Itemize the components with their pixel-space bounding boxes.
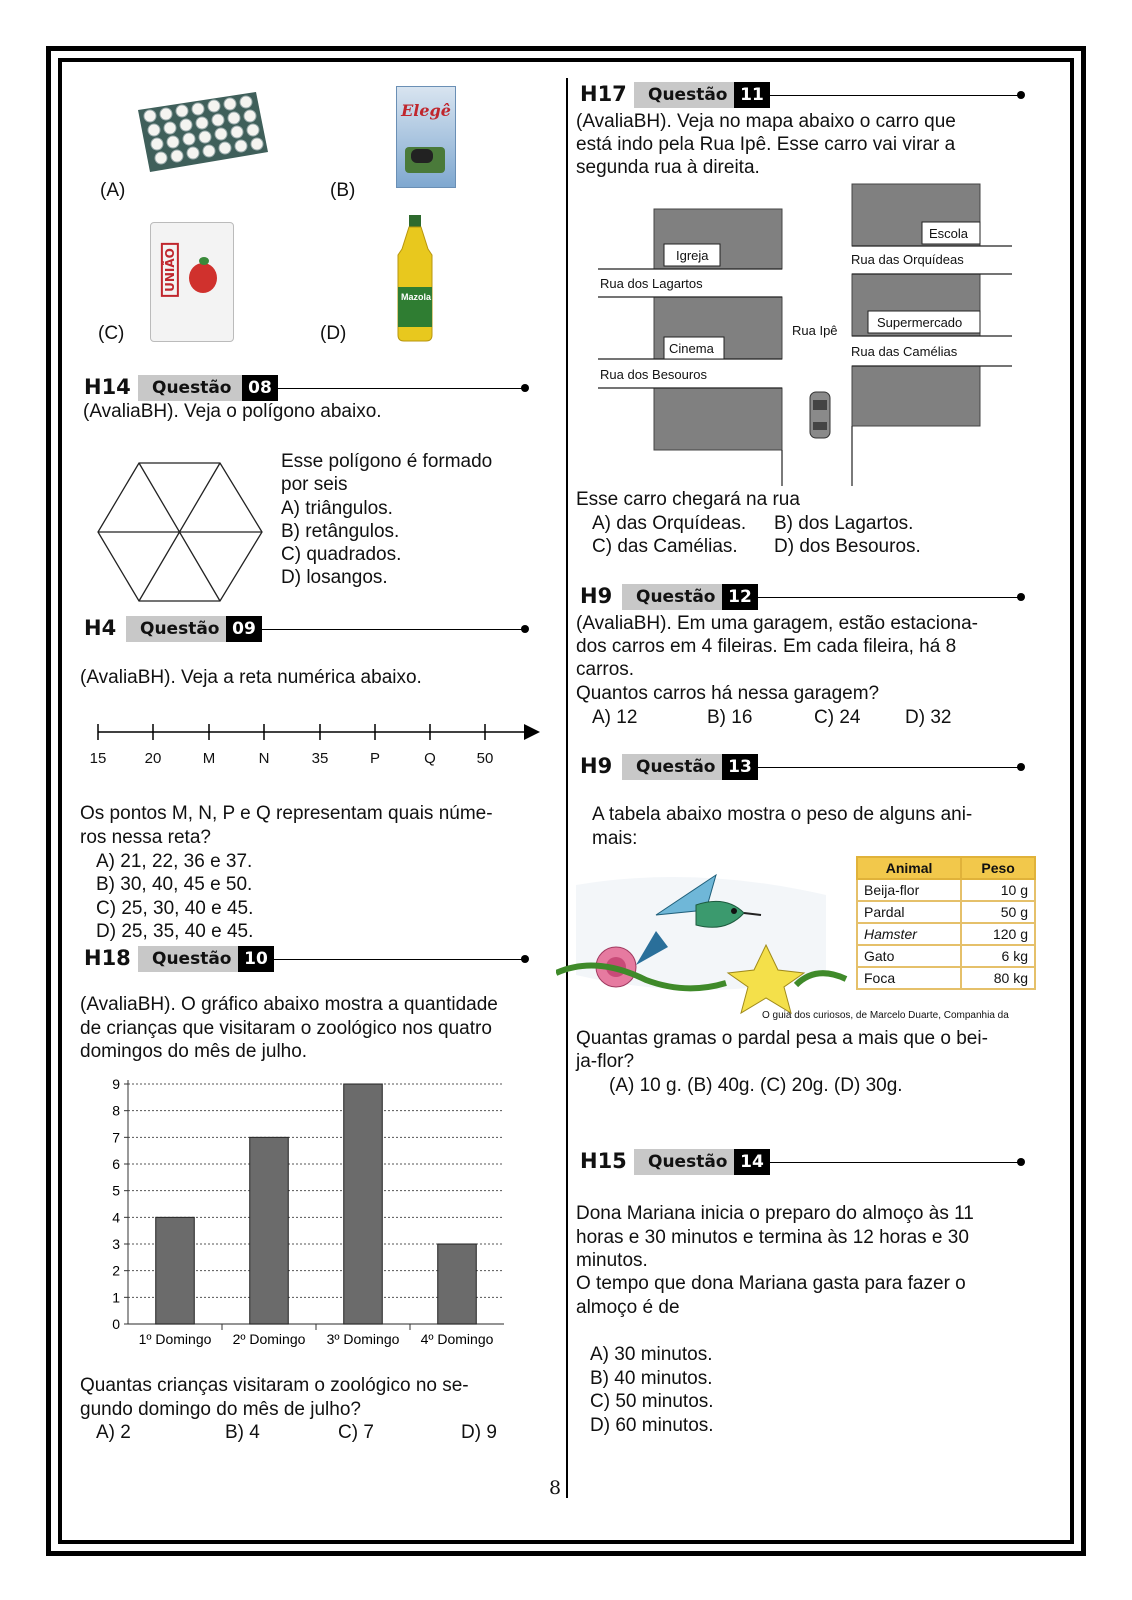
- q08-option-a[interactable]: A) triângulos.: [281, 498, 393, 519]
- x-tick-label: 2º Domingo: [232, 1331, 306, 1347]
- y-tick-label: 0: [112, 1316, 120, 1332]
- bar-chart: [104, 1072, 514, 1354]
- table-row: [857, 879, 1035, 901]
- q08-stem-1: Esse polígono é formado: [281, 451, 493, 472]
- q08-option-d[interactable]: D) losangos.: [281, 567, 388, 588]
- q08-intro: (AvaliaBH). Veja o polígono abaixo.: [83, 401, 382, 422]
- tick-label: 50: [476, 750, 494, 767]
- table-row: [857, 967, 1035, 989]
- q14-dot: [1017, 1158, 1025, 1166]
- q10-dot: [521, 955, 529, 963]
- x-tick-label: 4º Domingo: [420, 1331, 494, 1347]
- q12-intro-1: (AvaliaBH). Em uma garagem, estão estaciona-: [576, 613, 978, 634]
- q13-dot: [1017, 763, 1025, 771]
- hexagon-figure: [96, 460, 266, 604]
- table-cell: Hamster: [857, 923, 961, 945]
- q10-option-c[interactable]: C) 7: [338, 1422, 374, 1443]
- rua-lagartos-label: Rua dos Lagartos: [600, 276, 703, 291]
- q09-option-a[interactable]: A) 21, 22, 36 e 37.: [96, 851, 253, 872]
- q10-number: 10: [238, 946, 274, 972]
- q13-header: [580, 752, 1030, 782]
- tick-label: M: [202, 750, 216, 767]
- q11-skill-code: H17: [580, 82, 627, 106]
- tick-label: P: [369, 750, 381, 767]
- q08-option-c[interactable]: C) quadrados.: [281, 544, 402, 565]
- q11-label: Questão: [634, 82, 734, 108]
- escola-label: Escola: [929, 226, 969, 241]
- q12-option-b[interactable]: B) 16: [707, 707, 753, 728]
- table-cell: Pardal: [857, 901, 961, 923]
- q14-skill-code: H15: [580, 1149, 627, 1173]
- tick-label: 15: [89, 750, 107, 767]
- y-tick-label: 1: [112, 1289, 120, 1306]
- q14-question-1: O tempo que dona Mariana gasta para fazer o: [576, 1273, 966, 1294]
- y-tick-label: 2: [112, 1262, 120, 1279]
- q10-intro-1: (AvaliaBH). O gráfico abaixo mostra a quantidade: [80, 994, 498, 1015]
- q14-label: Questão: [634, 1149, 734, 1175]
- y-tick-label: 5: [112, 1182, 120, 1199]
- rua-ipe-label: Rua Ipê: [792, 323, 838, 338]
- q11-intro-2: está indo pela Rua Ipê. Esse carro vai virar a: [576, 134, 956, 155]
- q11-intro-1: (AvaliaBH). Veja no mapa abaixo o carro que: [576, 111, 956, 132]
- q09-number: 09: [226, 616, 262, 642]
- milk-brand: Elegê: [401, 101, 451, 120]
- bar: [156, 1217, 195, 1324]
- table-cell: Foca: [857, 967, 961, 989]
- q14-question-2: almoço é de: [576, 1297, 680, 1318]
- table-row: [857, 923, 1035, 945]
- q11-option-a[interactable]: A) das Orquídeas.: [592, 513, 747, 534]
- q13-intro-1: A tabela abaixo mostra o peso de alguns ani-: [592, 804, 973, 825]
- table-cell: Beija-flor: [857, 879, 961, 901]
- supermercado-label: Supermercado: [877, 315, 963, 330]
- oil-bottle-image: [392, 215, 438, 343]
- q08-number: 08: [242, 375, 278, 401]
- number-line-arrow: [524, 724, 540, 740]
- q12-dot: [1017, 593, 1025, 601]
- column-divider: [566, 78, 568, 1498]
- number-line: [88, 718, 548, 770]
- y-tick-label: 7: [112, 1129, 120, 1146]
- y-tick-label: 3: [112, 1236, 120, 1252]
- q12-skill-code: H9: [580, 584, 613, 608]
- option-c-label: (C): [98, 323, 125, 344]
- q08-option-b[interactable]: B) retângulos.: [281, 521, 400, 542]
- q10-intro-3: domingos do mês de julho.: [80, 1041, 308, 1062]
- option-d-label: (D): [320, 323, 347, 344]
- q10-option-b[interactable]: B) 4: [225, 1422, 260, 1443]
- bar: [438, 1244, 477, 1324]
- q10-option-d[interactable]: D) 9: [461, 1422, 497, 1443]
- q09-skill-code: H4: [84, 616, 117, 640]
- q12-option-d[interactable]: D) 32: [905, 707, 952, 728]
- bar: [250, 1137, 289, 1324]
- rua-besouros-label: Rua dos Besouros: [600, 367, 707, 382]
- table-row: [857, 901, 1035, 923]
- q08-header: [84, 373, 534, 403]
- q08-dot: [521, 384, 529, 392]
- sugar-brand: UNIÃO: [161, 243, 179, 297]
- tick-label: N: [258, 750, 270, 767]
- table-credit: O guia dos curiosos, de Marcelo Duarte, Companhia da: [762, 1010, 1009, 1021]
- table-cell: 6 kg: [961, 945, 1035, 967]
- page-number: 8: [548, 1477, 562, 1499]
- q13-options[interactable]: (A) 10 g. (B) 40g. (C) 20g. (D) 30g.: [609, 1075, 903, 1096]
- q14-text-1: Dona Mariana inicia o preparo do almoço às 11: [576, 1203, 974, 1224]
- x-tick-label: 3º Domingo: [326, 1331, 400, 1347]
- q11-number: 11: [734, 82, 770, 108]
- q12-number: 12: [722, 584, 758, 610]
- q09-option-d[interactable]: D) 25, 35, 40 e 45.: [96, 921, 254, 942]
- q11-option-c[interactable]: C) das Camélias.: [592, 536, 738, 557]
- q13-intro-2: mais:: [592, 828, 638, 849]
- table-cell: 10 g: [961, 879, 1035, 901]
- q14-option-c[interactable]: C) 50 minutos.: [590, 1391, 714, 1412]
- y-tick-label: 8: [112, 1102, 120, 1119]
- q11-option-d[interactable]: D) dos Besouros.: [774, 536, 921, 557]
- q09-option-c[interactable]: C) 25, 30, 40 e 45.: [96, 898, 254, 919]
- q09-header: [84, 614, 534, 644]
- street-map: [596, 182, 1016, 490]
- q12-label: Questão: [622, 584, 722, 610]
- q10-question-2: gundo domingo do mês de julho?: [80, 1399, 361, 1420]
- q14-text-2: horas e 30 minutos e termina às 12 horas e 30: [576, 1227, 969, 1248]
- q09-dot: [521, 625, 529, 633]
- q10-header: [84, 944, 534, 974]
- cinema-label: Cinema: [669, 341, 714, 356]
- oil-brand: Mazola: [400, 292, 431, 302]
- q11-option-b[interactable]: B) dos Lagartos.: [774, 513, 914, 534]
- q14-text-3: minutos.: [576, 1250, 648, 1271]
- q14-header: [580, 1147, 1030, 1177]
- q10-label: Questão: [138, 946, 238, 972]
- q12-option-a[interactable]: A) 12: [592, 707, 638, 728]
- q12-header: [580, 582, 1030, 612]
- q14-option-b[interactable]: B) 40 minutos.: [590, 1368, 713, 1389]
- q11-header: [580, 80, 1030, 110]
- q10-skill-code: H18: [84, 946, 131, 970]
- q13-label: Questão: [622, 754, 722, 780]
- rua-orquideas-label: Rua das Orquídeas: [851, 252, 964, 267]
- y-tick-label: 9: [112, 1076, 120, 1092]
- q09-label: Questão: [126, 616, 226, 642]
- table-header: Peso: [961, 857, 1035, 879]
- sugar-bag-image: [150, 222, 234, 342]
- y-tick-label: 6: [112, 1156, 120, 1172]
- q08-label: Questão: [138, 375, 242, 401]
- option-a-label: (A): [100, 180, 126, 201]
- q13-skill-code: H9: [580, 754, 613, 778]
- q08-stem-2: por seis: [281, 474, 348, 495]
- table-cell: Gato: [857, 945, 961, 967]
- table-row: [857, 945, 1035, 967]
- q12-question: Quantos carros há nessa garagem?: [576, 683, 880, 704]
- rua-camelias-label: Rua das Camélias: [851, 344, 958, 359]
- igreja-label: Igreja: [676, 248, 709, 263]
- egg-tray-image: [128, 92, 268, 174]
- q14-option-a[interactable]: A) 30 minutos.: [590, 1344, 713, 1365]
- q12-intro-2: dos carros em 4 fileiras. Em cada fileira, há 8: [576, 636, 957, 657]
- x-tick-label: 1º Domingo: [138, 1331, 212, 1347]
- tick-label: Q: [424, 750, 436, 767]
- q12-option-c[interactable]: C) 24: [814, 707, 861, 728]
- q09-option-b[interactable]: B) 30, 40, 45 e 50.: [96, 874, 253, 895]
- animal-weight-table: [856, 856, 1036, 990]
- q09-question-2: ros nessa reta?: [80, 827, 211, 848]
- q13-question-1: Quantas gramas o pardal pesa a mais que o bei-: [576, 1028, 988, 1049]
- option-b-label: (B): [330, 180, 356, 201]
- q10-question-1: Quantas crianças visitaram o zoológico no se-: [80, 1375, 469, 1396]
- milk-carton-image: [396, 86, 456, 188]
- q11-intro-3: segunda rua à direita.: [576, 157, 760, 178]
- q09-question-1: Os pontos M, N, P e Q representam quais núme-: [80, 803, 493, 824]
- y-tick-label: 4: [112, 1209, 120, 1226]
- table-header: Animal: [857, 857, 961, 879]
- car-icon: [810, 392, 830, 438]
- table-cell: 50 g: [961, 901, 1035, 923]
- hummingbird-illustration: [556, 855, 848, 1015]
- bar: [344, 1084, 383, 1324]
- q11-dot: [1017, 91, 1025, 99]
- tick-label: 35: [311, 750, 329, 767]
- q10-intro-2: de crianças que visitaram o zoológico nos quatro: [80, 1018, 492, 1039]
- q13-number: 13: [722, 754, 758, 780]
- table-cell: 120 g: [961, 923, 1035, 945]
- q11-question: Esse carro chegará na rua: [576, 489, 800, 510]
- q13-question-2: ja-flor?: [576, 1051, 635, 1072]
- tick-label: 20: [144, 750, 162, 767]
- q12-intro-3: carros.: [576, 659, 635, 680]
- block-se: [852, 366, 980, 426]
- q10-option-a[interactable]: A) 2: [96, 1422, 131, 1443]
- q08-skill-code: H14: [84, 375, 131, 399]
- q14-option-d[interactable]: D) 60 minutos.: [590, 1415, 714, 1436]
- q14-number: 14: [734, 1149, 770, 1175]
- table-cell: 80 kg: [961, 967, 1035, 989]
- block-sw: [654, 388, 782, 450]
- q09-intro: (AvaliaBH). Veja a reta numérica abaixo.: [80, 667, 422, 688]
